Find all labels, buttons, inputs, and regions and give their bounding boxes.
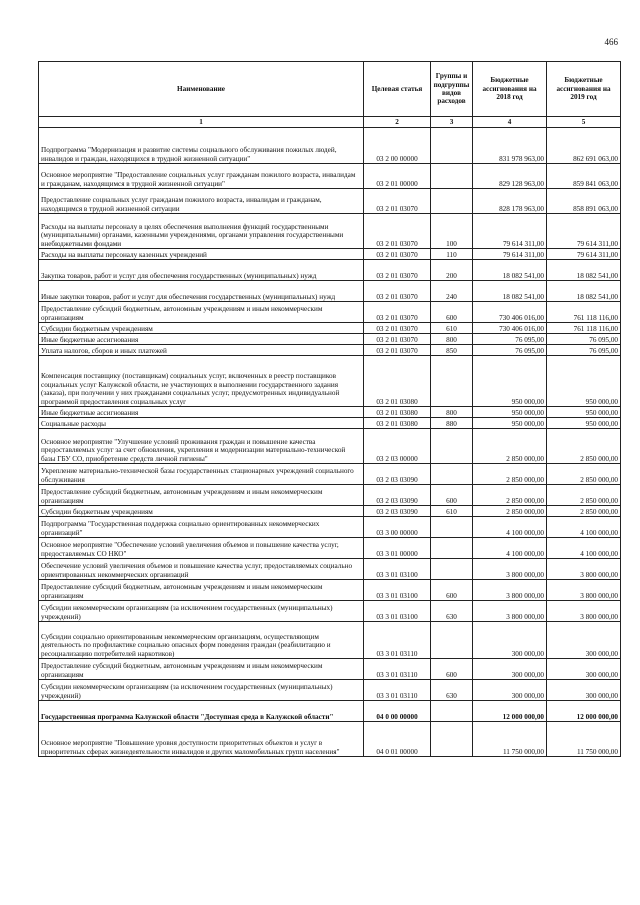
page-number: 466 xyxy=(604,37,618,47)
row-code-cell: 04 0 00 00000 xyxy=(364,701,431,722)
row-sum-2018-cell: 11 750 000,00 xyxy=(473,722,547,757)
column-number: 3 xyxy=(431,117,473,128)
row-sum-2019-cell: 950 000,00 xyxy=(547,418,621,429)
row-name-cell: Основное мероприятие "Обеспечение условий увеличения объемов и повышение качества услуг, предоставляемых СО НКО" xyxy=(39,538,364,559)
row-group-cell: 600 xyxy=(431,580,473,601)
table-row xyxy=(39,680,621,701)
row-group-cell: 850 xyxy=(431,345,473,356)
row-sum-2018-cell: 76 095,00 xyxy=(473,345,547,356)
row-sum-2018-cell: 18 082 541,00 xyxy=(473,260,547,281)
row-sum-2019-cell: 950 000,00 xyxy=(547,407,621,418)
row-group-cell xyxy=(431,429,473,464)
table-row xyxy=(39,164,621,189)
row-sum-2019-cell: 858 891 063,00 xyxy=(547,189,621,214)
column-number-row xyxy=(39,117,621,128)
row-group-cell xyxy=(431,701,473,722)
row-group-cell: 600 xyxy=(431,659,473,680)
row-code-cell: 03 3 01 03100 xyxy=(364,559,431,580)
row-name-cell: Закупка товаров, работ и услуг для обеспечения государственных (муниципальных) нужд xyxy=(39,260,364,281)
row-code-cell: 03 3 01 03110 xyxy=(364,659,431,680)
row-sum-2018-cell: 829 128 963,00 xyxy=(473,164,547,189)
row-name-cell: Подпрограмма "Государственная поддержка социально ориентированных некоммерческих организаций" xyxy=(39,517,364,538)
row-name-cell: Подпрограмма "Модернизация и развитие системы социального обслуживания пожилых людей, инвалидов и граждан, находящихся в трудной жизненной ситуации" xyxy=(39,128,364,164)
row-sum-2019-cell: 2 850 000,00 xyxy=(547,429,621,464)
row-code-cell: 03 2 01 03070 xyxy=(364,345,431,356)
row-name-cell: Иные бюджетные ассигнования xyxy=(39,407,364,418)
row-name-cell: Предоставление субсидий бюджетным, автономным учреждениям и иным некоммерческим организациям xyxy=(39,485,364,506)
row-code-cell: 03 2 01 03080 xyxy=(364,356,431,407)
table-row xyxy=(39,506,621,517)
row-group-cell: 880 xyxy=(431,418,473,429)
row-sum-2018-cell: 4 100 000,00 xyxy=(473,538,547,559)
header-code: Целевая статья xyxy=(364,62,431,117)
row-sum-2018-cell: 950 000,00 xyxy=(473,356,547,407)
row-name-cell: Государственная программа Калужской области "Доступная среда в Калужской области" xyxy=(39,701,364,722)
row-name-cell: Основное мероприятие "Улучшение условий проживания граждан и повышение качества предоставляемых услуг за счет обновления, укрепления и модернизации материально-технической базы ГБУ СО, приобретение средств личной гигиены" xyxy=(39,429,364,464)
header-row xyxy=(39,62,621,117)
header-name: Наименование xyxy=(39,62,364,117)
row-sum-2018-cell: 4 100 000,00 xyxy=(473,517,547,538)
row-sum-2019-cell: 4 100 000,00 xyxy=(547,538,621,559)
row-code-cell: 03 3 01 03100 xyxy=(364,580,431,601)
row-sum-2019-cell: 761 118 116,00 xyxy=(547,302,621,323)
header-sum-2019: Бюджетные ассигнования на 2019 год xyxy=(547,62,621,117)
table-row xyxy=(39,559,621,580)
row-sum-2019-cell: 11 750 000,00 xyxy=(547,722,621,757)
row-group-cell: 630 xyxy=(431,680,473,701)
row-code-cell: 03 2 01 03070 xyxy=(364,214,431,249)
row-group-cell xyxy=(431,464,473,485)
row-code-cell: 03 3 01 00000 xyxy=(364,538,431,559)
row-group-cell: 800 xyxy=(431,334,473,345)
table-row xyxy=(39,485,621,506)
row-sum-2018-cell: 18 082 541,00 xyxy=(473,281,547,302)
row-code-cell: 03 2 03 03090 xyxy=(364,485,431,506)
table-row xyxy=(39,407,621,418)
row-sum-2019-cell: 18 082 541,00 xyxy=(547,260,621,281)
row-group-cell xyxy=(431,128,473,164)
table-row xyxy=(39,214,621,249)
row-name-cell: Иные закупки товаров, работ и услуг для обеспечения государственных (муниципальных) нужд xyxy=(39,281,364,302)
row-sum-2018-cell: 730 406 016,00 xyxy=(473,302,547,323)
row-code-cell: 03 2 01 00000 xyxy=(364,164,431,189)
budget-table xyxy=(38,61,621,757)
row-code-cell: 03 2 01 03070 xyxy=(364,281,431,302)
row-sum-2019-cell: 3 800 000,00 xyxy=(547,580,621,601)
row-sum-2019-cell: 761 118 116,00 xyxy=(547,323,621,334)
row-code-cell: 03 3 00 00000 xyxy=(364,517,431,538)
table-row xyxy=(39,356,621,407)
table-row xyxy=(39,334,621,345)
row-code-cell: 03 2 00 00000 xyxy=(364,128,431,164)
row-sum-2018-cell: 2 850 000,00 xyxy=(473,485,547,506)
row-sum-2018-cell: 950 000,00 xyxy=(473,418,547,429)
table-row xyxy=(39,345,621,356)
table-body xyxy=(39,128,621,757)
row-code-cell: 03 2 01 03080 xyxy=(364,418,431,429)
row-sum-2019-cell: 76 095,00 xyxy=(547,345,621,356)
row-sum-2019-cell: 300 000,00 xyxy=(547,622,621,659)
row-sum-2019-cell: 18 082 541,00 xyxy=(547,281,621,302)
row-code-cell: 03 2 01 03070 xyxy=(364,189,431,214)
row-name-cell: Укрепление материально-технической базы государственных стационарных учреждений социального обслуживания xyxy=(39,464,364,485)
row-name-cell: Предоставление социальных услуг гражданам пожилого возраста, инвалидам и гражданам, находящимся в трудной жизненной ситуации xyxy=(39,189,364,214)
row-name-cell: Субсидии бюджетным учреждениям xyxy=(39,323,364,334)
row-name-cell: Субсидии некоммерческим организациям (за исключением государственных (муниципальных) учреждений) xyxy=(39,601,364,622)
row-group-cell xyxy=(431,356,473,407)
row-name-cell: Предоставление субсидий бюджетным, автономным учреждениям и иным некоммерческим организациям xyxy=(39,302,364,323)
header-sum-2018: Бюджетные ассигнования на 2018 год xyxy=(473,62,547,117)
table-row xyxy=(39,189,621,214)
row-name-cell: Предоставление субсидий бюджетным, автономным учреждениям и иным некоммерческим организациям xyxy=(39,659,364,680)
row-group-cell xyxy=(431,722,473,757)
row-group-cell: 600 xyxy=(431,302,473,323)
row-code-cell: 03 2 01 03070 xyxy=(364,260,431,281)
row-sum-2018-cell: 79 614 311,00 xyxy=(473,249,547,260)
row-group-cell: 110 xyxy=(431,249,473,260)
row-sum-2018-cell: 3 800 000,00 xyxy=(473,601,547,622)
table-row xyxy=(39,701,621,722)
row-group-cell xyxy=(431,538,473,559)
row-name-cell: Уплата налогов, сборов и иных платежей xyxy=(39,345,364,356)
row-group-cell: 600 xyxy=(431,485,473,506)
row-sum-2019-cell: 862 691 063,00 xyxy=(547,128,621,164)
row-code-cell: 03 3 01 03100 xyxy=(364,601,431,622)
column-number: 1 xyxy=(39,117,364,128)
row-sum-2018-cell: 300 000,00 xyxy=(473,659,547,680)
row-name-cell: Социальные расходы xyxy=(39,418,364,429)
table-row xyxy=(39,429,621,464)
column-number: 4 xyxy=(473,117,547,128)
row-sum-2019-cell: 859 841 063,00 xyxy=(547,164,621,189)
row-sum-2019-cell: 300 000,00 xyxy=(547,680,621,701)
row-sum-2019-cell: 2 850 000,00 xyxy=(547,485,621,506)
row-group-cell: 610 xyxy=(431,506,473,517)
row-name-cell: Расходы на выплаты персоналу в целях обеспечения выполнения функций государственными (муниципальными) органами, казенными учреждениями, органами управления государственными внебюджетными фондами xyxy=(39,214,364,249)
row-sum-2018-cell: 300 000,00 xyxy=(473,622,547,659)
row-name-cell: Субсидии социально ориентированным некоммерческим организациям, осуществляющим деятельность по профилактике социально опасных форм поведения граждан (реабилитацию и ресоциализацию потребителей наркотиков) xyxy=(39,622,364,659)
row-group-cell xyxy=(431,164,473,189)
table-row xyxy=(39,249,621,260)
row-sum-2018-cell: 950 000,00 xyxy=(473,407,547,418)
row-sum-2019-cell: 950 000,00 xyxy=(547,356,621,407)
row-sum-2019-cell: 2 850 000,00 xyxy=(547,506,621,517)
row-name-cell: Иные бюджетные ассигнования xyxy=(39,334,364,345)
row-code-cell: 04 0 01 00000 xyxy=(364,722,431,757)
table-row xyxy=(39,464,621,485)
row-code-cell: 03 2 01 03070 xyxy=(364,249,431,260)
row-code-cell: 03 2 03 03090 xyxy=(364,506,431,517)
row-sum-2018-cell: 831 978 963,00 xyxy=(473,128,547,164)
header-group: Группы и подгруппы видов расходов xyxy=(431,62,473,117)
row-code-cell: 03 2 01 03070 xyxy=(364,302,431,323)
table-row xyxy=(39,580,621,601)
row-group-cell xyxy=(431,517,473,538)
row-group-cell: 200 xyxy=(431,260,473,281)
table-row xyxy=(39,659,621,680)
row-sum-2019-cell: 79 614 311,00 xyxy=(547,249,621,260)
row-sum-2018-cell: 2 850 000,00 xyxy=(473,429,547,464)
row-group-cell: 100 xyxy=(431,214,473,249)
table-row xyxy=(39,260,621,281)
table-row xyxy=(39,302,621,323)
table-row xyxy=(39,722,621,757)
row-name-cell: Обеспечение условий увеличения объемов и повышение качества услуг, предоставляемых социально ориентированных некоммерческих организаций xyxy=(39,559,364,580)
row-group-cell: 800 xyxy=(431,407,473,418)
row-sum-2019-cell: 2 850 000,00 xyxy=(547,464,621,485)
row-sum-2018-cell: 79 614 311,00 xyxy=(473,214,547,249)
table-row xyxy=(39,622,621,659)
row-sum-2018-cell: 2 850 000,00 xyxy=(473,506,547,517)
row-code-cell: 03 2 03 03090 xyxy=(364,464,431,485)
row-sum-2019-cell: 300 000,00 xyxy=(547,659,621,680)
row-sum-2018-cell: 3 800 000,00 xyxy=(473,580,547,601)
table-row xyxy=(39,601,621,622)
row-group-cell: 610 xyxy=(431,323,473,334)
row-name-cell: Компенсация поставщику (поставщикам) социальных услуг, включенных в реестр поставщиков социальных услуг Калужской области, не участвующих в выполнении государственного задания (заказа), при получении у них гражданами социальных услуг, предусмотренных индивидуальной программой предоставления социальных услуг xyxy=(39,356,364,407)
row-sum-2019-cell: 12 000 000,00 xyxy=(547,701,621,722)
row-sum-2019-cell: 76 095,00 xyxy=(547,334,621,345)
row-group-cell: 630 xyxy=(431,601,473,622)
row-code-cell: 03 2 01 03070 xyxy=(364,323,431,334)
row-sum-2018-cell: 828 178 963,00 xyxy=(473,189,547,214)
row-name-cell: Расходы на выплаты персоналу казенных учреждений xyxy=(39,249,364,260)
row-sum-2019-cell: 79 614 311,00 xyxy=(547,214,621,249)
row-name-cell: Основное мероприятие "Повышение уровня доступности приоритетных объектов и услуг в приоритетных сферах жизнедеятельности инвалидов и других маломобильных групп населения" xyxy=(39,722,364,757)
column-number: 2 xyxy=(364,117,431,128)
row-sum-2018-cell: 76 095,00 xyxy=(473,334,547,345)
row-name-cell: Основное мероприятие "Предоставление социальных услуг гражданам пожилого возраста, инвалидам и гражданам, находящимся в трудной жизненной ситуации" xyxy=(39,164,364,189)
row-sum-2018-cell: 12 000 000,00 xyxy=(473,701,547,722)
row-code-cell: 03 2 03 00000 xyxy=(364,429,431,464)
row-sum-2018-cell: 300 000,00 xyxy=(473,680,547,701)
row-group-cell xyxy=(431,189,473,214)
table-row xyxy=(39,128,621,164)
row-name-cell: Предоставление субсидий бюджетным, автономным учреждениям и иным некоммерческим организациям xyxy=(39,580,364,601)
row-sum-2019-cell: 3 800 000,00 xyxy=(547,559,621,580)
table-row xyxy=(39,538,621,559)
row-sum-2018-cell: 2 850 000,00 xyxy=(473,464,547,485)
row-group-cell xyxy=(431,559,473,580)
table-row xyxy=(39,281,621,302)
column-number: 5 xyxy=(547,117,621,128)
row-sum-2018-cell: 730 406 016,00 xyxy=(473,323,547,334)
table-row xyxy=(39,323,621,334)
row-name-cell: Субсидии некоммерческим организациям (за исключением государственных (муниципальных) учреждений) xyxy=(39,680,364,701)
row-group-cell: 240 xyxy=(431,281,473,302)
row-sum-2019-cell: 3 800 000,00 xyxy=(547,601,621,622)
table-row xyxy=(39,418,621,429)
row-code-cell: 03 3 01 03110 xyxy=(364,680,431,701)
row-name-cell: Субсидии бюджетным учреждениям xyxy=(39,506,364,517)
row-group-cell xyxy=(431,622,473,659)
row-code-cell: 03 3 01 03110 xyxy=(364,622,431,659)
row-code-cell: 03 2 01 03080 xyxy=(364,407,431,418)
row-code-cell: 03 2 01 03070 xyxy=(364,334,431,345)
row-sum-2019-cell: 4 100 000,00 xyxy=(547,517,621,538)
table-row xyxy=(39,517,621,538)
row-sum-2018-cell: 3 800 000,00 xyxy=(473,559,547,580)
